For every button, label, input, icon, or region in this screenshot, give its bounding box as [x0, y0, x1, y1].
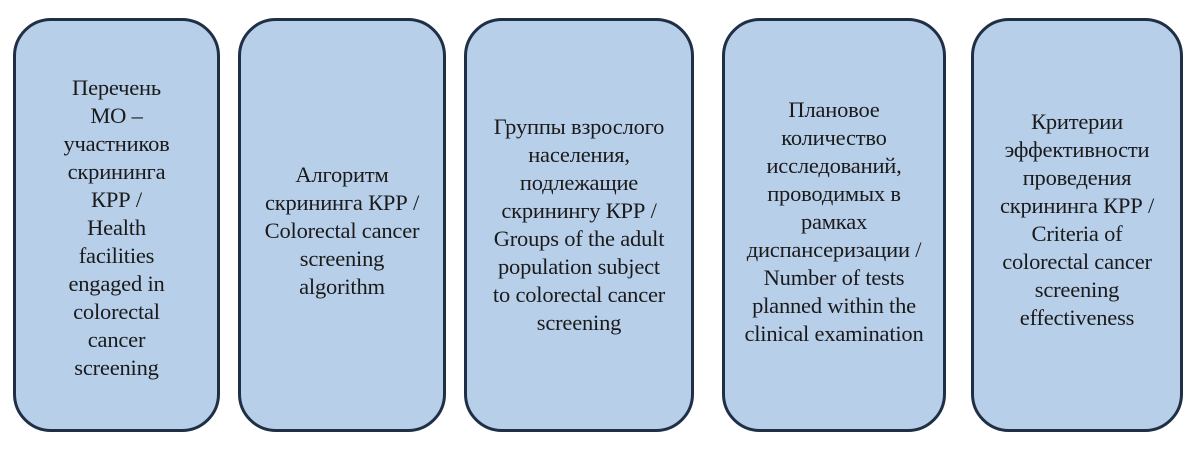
box-health-facilities	[13, 18, 220, 432]
box-screening-algorithm	[238, 18, 446, 432]
box-population-groups	[464, 18, 694, 432]
box-effectiveness-criteria	[971, 18, 1183, 432]
box-text: Плановое количество исследований, проводимых в рамках диспансеризации / Number of tests planned within the clinical examination	[744, 97, 924, 346]
box-text: Перечень МО – участников скрининга КРР / Health facilities engaged in colorectal cancer screening	[63, 75, 170, 380]
box-text: Группы взрослого населения, подлежащие скринингу КРР / Groups of the adult population subject to colorectal cancer screening	[492, 114, 666, 335]
box-text: Алгоритм скрининга КРР / Colorectal cancer screening algorithm	[264, 162, 420, 299]
box-text: Критерии эффективности проведения скрининга КРР / Criteria of colorectal cancer screening effectiveness	[999, 109, 1155, 330]
box-planned-tests	[722, 18, 946, 432]
